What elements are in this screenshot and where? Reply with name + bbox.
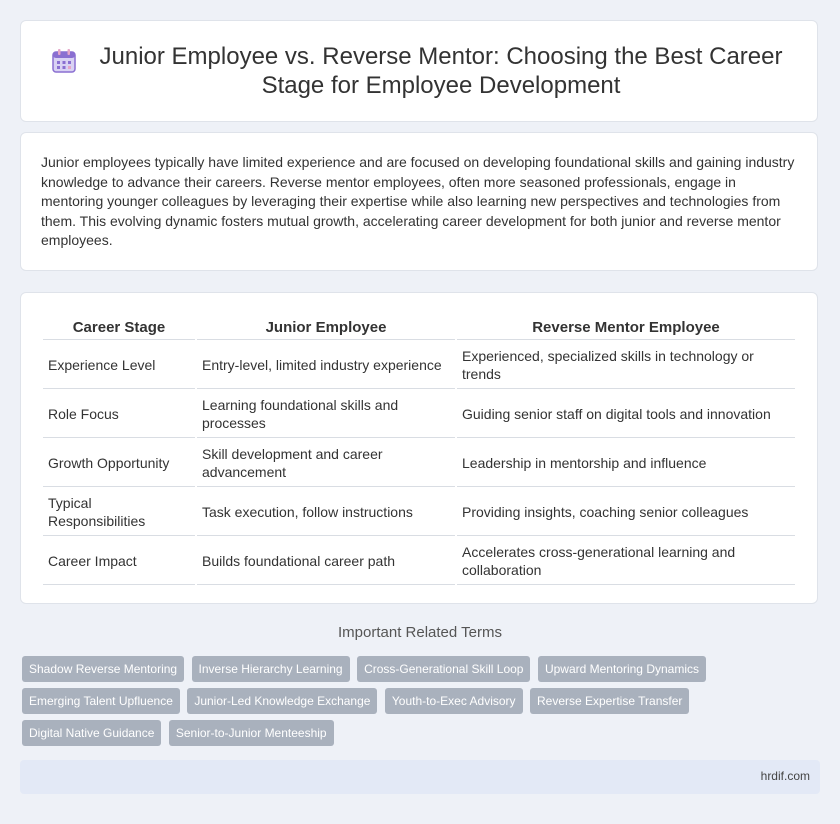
table-cell: Entry-level, limited industry experience	[197, 342, 455, 389]
related-term-tag[interactable]: Emerging Talent Upfluence	[22, 688, 180, 714]
title-card	[20, 20, 818, 122]
table-cell: Leadership in mentorship and influence	[457, 440, 795, 487]
page-title: Junior Employee vs. Reverse Mentor: Choosing the Best Career Stage for Employee Development	[99, 43, 783, 99]
table-cell: Accelerates cross-generational learning and collaboration	[457, 538, 795, 585]
table-cell: Typical Responsibilities	[43, 489, 195, 536]
table-cell: Role Focus	[43, 391, 195, 438]
footer-site-label[interactable]: hrdif.com	[760, 769, 810, 783]
table-cell: Experience Level	[43, 342, 195, 389]
table-cell: Career Impact	[43, 538, 195, 585]
table-row	[43, 440, 795, 487]
table-cell: Guiding senior staff on digital tools and innovation	[457, 391, 795, 438]
comparison-table	[41, 313, 797, 587]
related-term-tag[interactable]: Youth-to-Exec Advisory	[385, 688, 523, 714]
table-cell: Skill development and career advancement	[197, 440, 455, 487]
title-wrap	[49, 42, 789, 100]
related-term-tag[interactable]: Upward Mentoring Dynamics	[538, 656, 706, 682]
table-row	[43, 538, 795, 585]
calendar-icon	[49, 46, 79, 76]
related-term-tag[interactable]: Junior-Led Knowledge Exchange	[187, 688, 377, 714]
table-cell: Experienced, specialized skills in technology or trends	[457, 342, 795, 389]
related-terms-list	[22, 656, 802, 752]
intro-paragraph: Junior employees typically have limited experience and are focused on developing foundational skills and gaining industry knowledge to advance their careers. Reverse mentor employees, often more seasoned professionals, engage in mentoring younger colleagues by leveraging their expertise while also learning new perspectives and technologies from them. This evolving dynamic fosters mutual growth, accelerating career development for both junior and reverse mentor employees.	[41, 154, 795, 248]
related-terms-heading: Important Related Terms	[338, 624, 502, 641]
table-row	[43, 391, 795, 438]
table-header-row	[43, 315, 795, 340]
table-cell: Task execution, follow instructions	[197, 489, 455, 536]
related-term-tag[interactable]: Reverse Expertise Transfer	[530, 688, 689, 714]
related-term-tag[interactable]: Inverse Hierarchy Learning	[192, 656, 350, 682]
table-cell: Learning foundational skills and processes	[197, 391, 455, 438]
table-cell: Growth Opportunity	[43, 440, 195, 487]
footer-bar	[20, 760, 820, 794]
table-cell: Builds foundational career path	[197, 538, 455, 585]
column-header: Junior Employee	[197, 315, 455, 340]
table-row	[43, 489, 795, 536]
comparison-table-card	[20, 292, 818, 604]
column-header: Career Stage	[43, 315, 195, 340]
intro-card	[20, 132, 818, 271]
related-term-tag[interactable]: Digital Native Guidance	[22, 720, 161, 746]
related-term-tag[interactable]: Senior-to-Junior Menteeship	[169, 720, 334, 746]
column-header: Reverse Mentor Employee	[457, 315, 795, 340]
table-cell: Providing insights, coaching senior colleagues	[457, 489, 795, 536]
related-term-tag[interactable]: Shadow Reverse Mentoring	[22, 656, 184, 682]
related-term-tag[interactable]: Cross-Generational Skill Loop	[357, 656, 530, 682]
table-row	[43, 342, 795, 389]
